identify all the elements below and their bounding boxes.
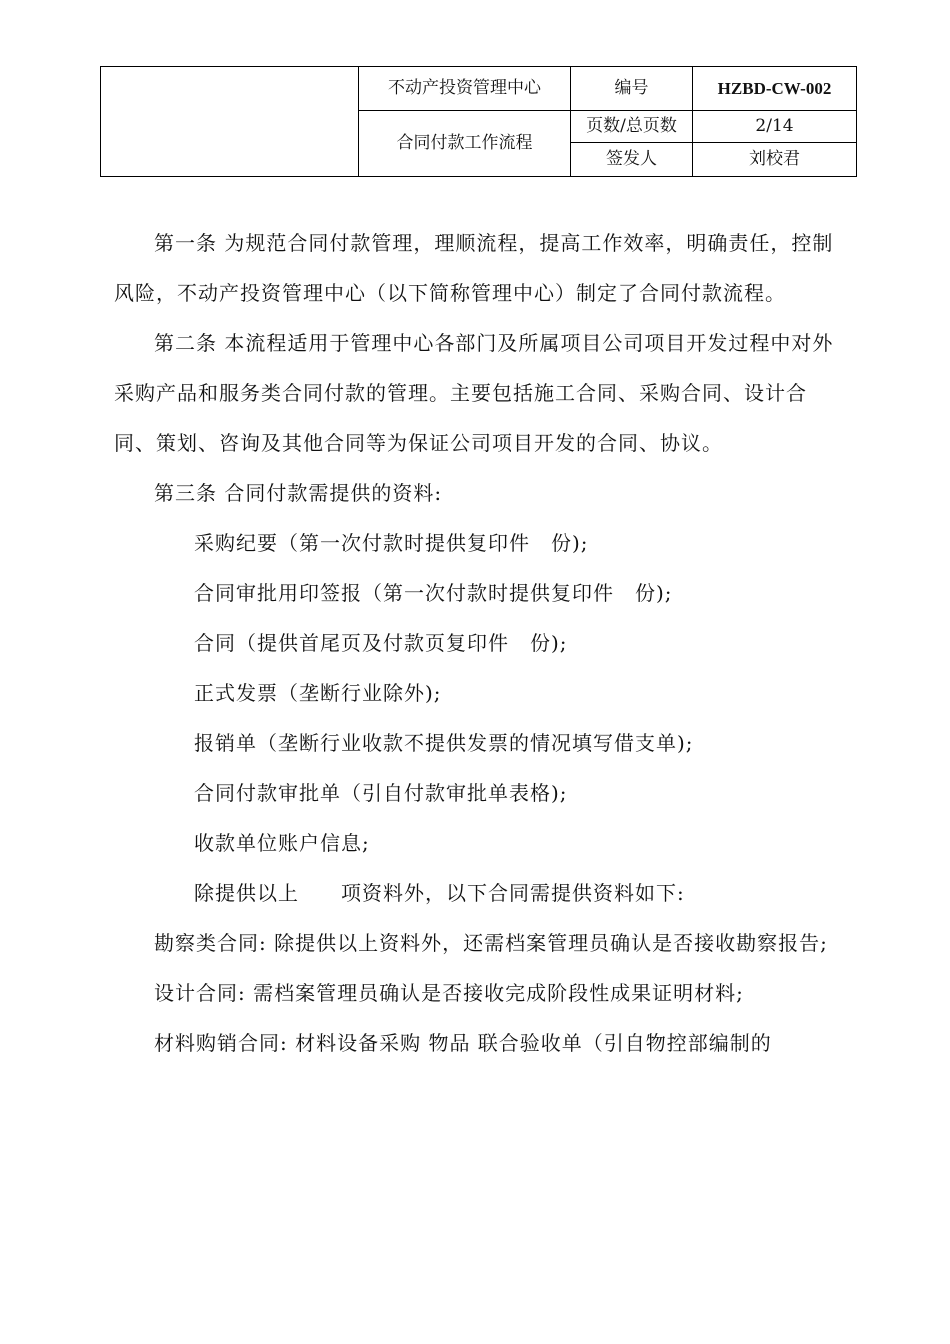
code-value: HZBD-CW-002 (693, 67, 857, 111)
issuer-label: 签发人 (571, 143, 693, 177)
materials-contract-note: 材料购销合同: 材料设备采购 物品 联合验收单（引自物控部编制的 (154, 1031, 772, 1055)
issuer-value: 刘校君 (693, 143, 857, 177)
list-item: 除提供以上 项资料外，以下合同需提供资料如下: (194, 881, 685, 905)
list-item: 合同审批用印签报（第一次付款时提供复印件 份); (194, 581, 673, 605)
logo-cell (101, 67, 359, 177)
center-name: 不动产投资管理中心 (359, 67, 571, 111)
article-1: 第一条 为规范合同付款管理，理顺流程，提高工作效率，明确责任，控制风险，不动产投资管理中心（以下简称管理中心）制定了合同付款流程。 (114, 231, 834, 305)
pages-value: 2/14 (693, 111, 857, 143)
list-item: 合同付款审批单（引自付款审批单表格); (194, 781, 568, 805)
survey-contract-note: 勘察类合同: 除提供以上资料外，还需档案管理员确认是否接收勘察报告; (154, 931, 828, 955)
list-item: 采购纪要（第一次付款时提供复印件 份); (194, 531, 589, 555)
design-contract-note: 设计合同: 需档案管理员确认是否接收完成阶段性成果证明材料; (154, 981, 744, 1005)
code-label: 编号 (571, 67, 693, 111)
document-header-table (100, 66, 857, 177)
list-item: 收款单位账户信息; (194, 831, 370, 855)
article-3: 第三条 合同付款需提供的资料: (154, 481, 443, 505)
doc-title: 合同付款工作流程 (359, 111, 571, 177)
list-item: 合同（提供首尾页及付款页复印件 份); (194, 631, 568, 655)
list-item: 报销单（垄断行业收款不提供发票的情况填写借支单); (194, 731, 694, 755)
pages-label: 页数/总页数 (571, 111, 693, 143)
list-item: 正式发票（垄断行业除外); (194, 681, 442, 705)
article-2: 第二条 本流程适用于管理中心各部门及所属项目公司项目开发过程中对外采购产品和服务类合同付款的管理。主要包括施工合同、采购合同、设计合同、策划、咨询及其他合同等为保证公司项目开发的合同、协议。 (114, 331, 834, 455)
document-body (114, 218, 844, 1068)
